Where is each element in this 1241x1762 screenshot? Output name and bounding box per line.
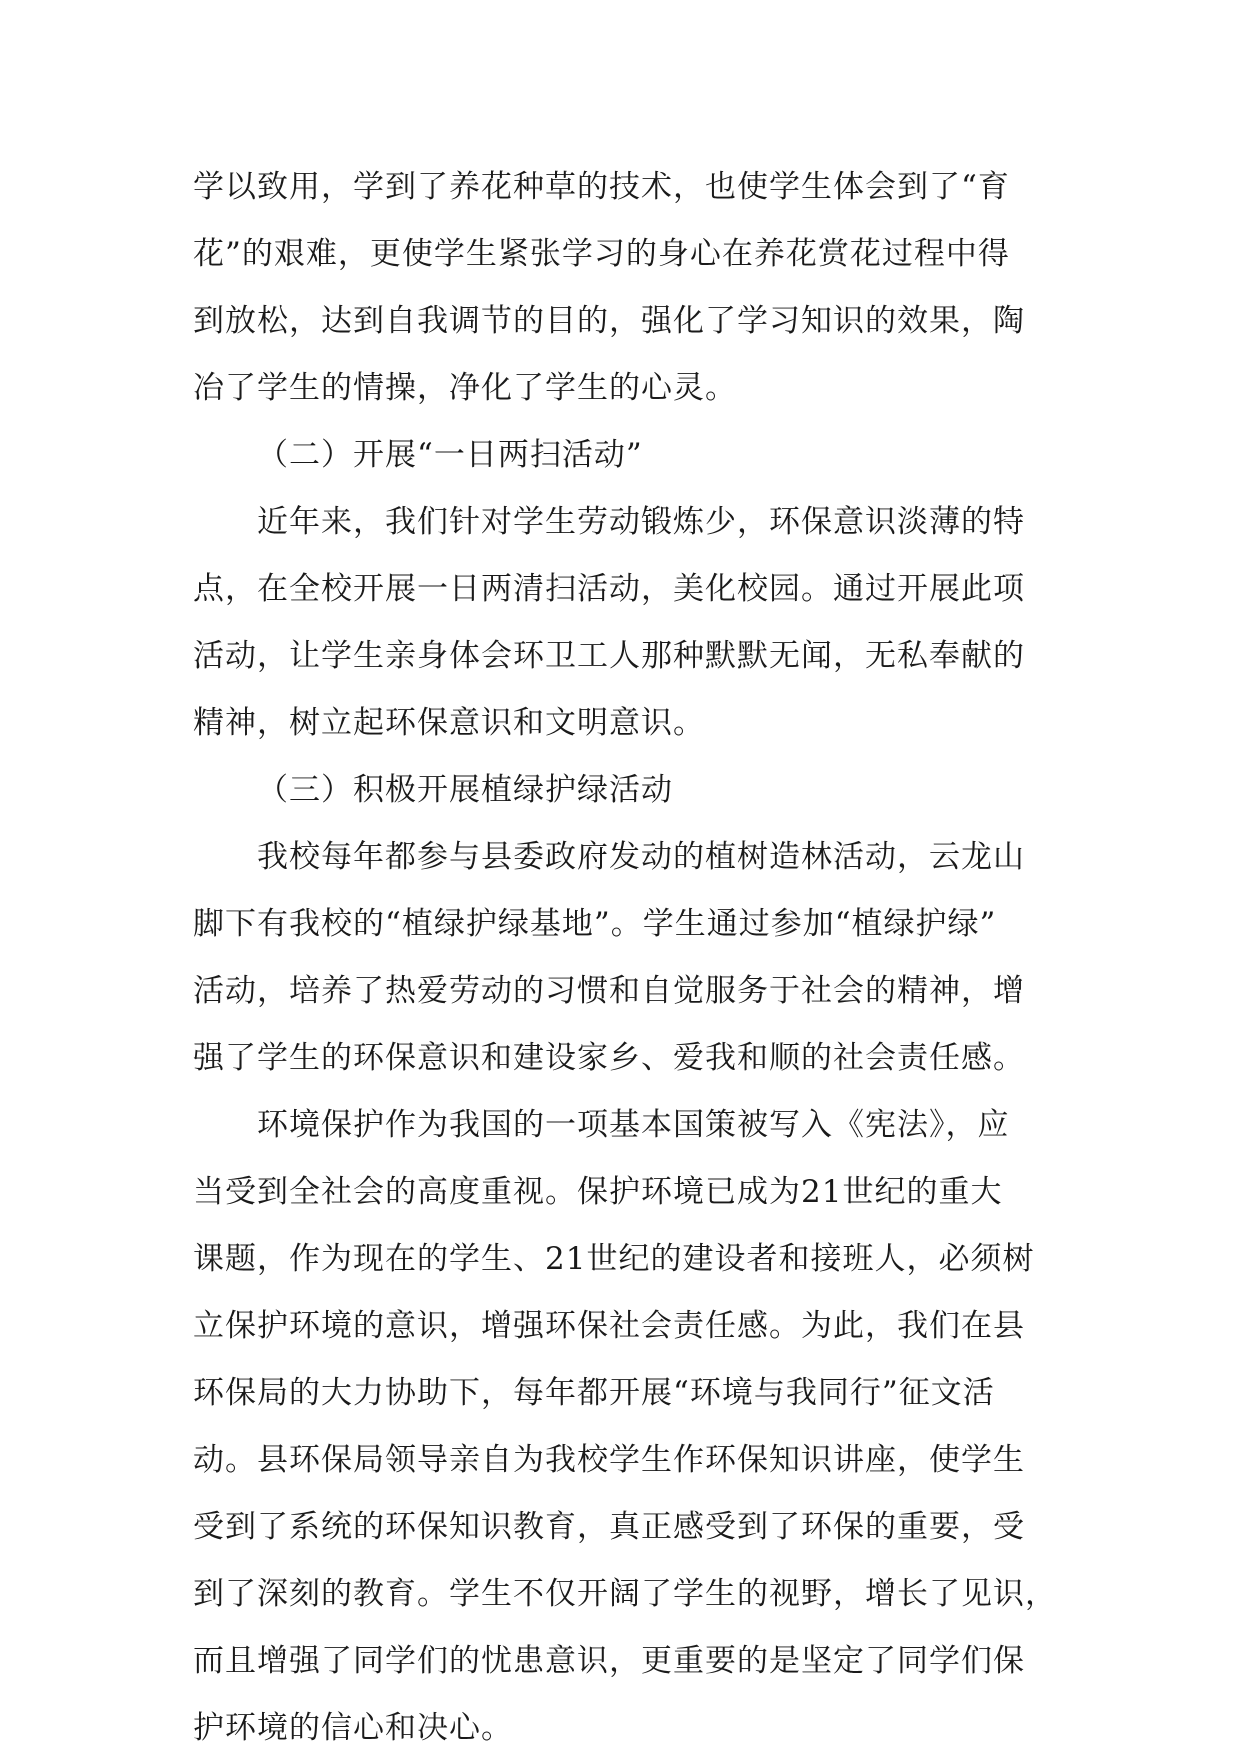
text-line: 点，在全校开展一日两清扫活动，美化校园。通过开展此项 (193, 571, 1025, 607)
document-body (193, 154, 1057, 1762)
text-line: （二）开展“一日两扫活动” (257, 437, 643, 473)
text-line: 受到了系统的环保知识教育，真正感受到了环保的重要，受 (193, 1509, 1025, 1545)
text-line: 近年来，我们针对学生劳动锻炼少，环保意识淡薄的特 (257, 504, 1025, 540)
text-line: 环境保护作为我国的一项基本国策被写入《宪法》，应 (257, 1107, 1010, 1143)
text-line: 精神，树立起环保意识和文明意识。 (193, 705, 705, 741)
text-line: 强了学生的环保意识和建设家乡、爱我和顺的社会责任感。 (193, 1040, 1025, 1076)
text-line: 到了深刻的教育。学生不仅开阔了学生的视野，增长了见识， (193, 1576, 1057, 1612)
text-line: 脚下有我校的“植绿护绿基地”。学生通过参加“植绿护绿” (193, 906, 997, 942)
text-line: 动。县环保局领导亲自为我校学生作环保知识讲座，使学生 (193, 1442, 1025, 1478)
text-line: 花”的艰难，更使学生紧张学习的身心在养花赏花过程中得 (193, 236, 1010, 272)
text-line: 立保护环境的意识，增强环保社会责任感。为此，我们在县 (193, 1308, 1025, 1344)
text-line: 活动，让学生亲身体会环卫工人那种默默无闻，无私奉献的 (193, 638, 1025, 674)
text-line: 活动，培养了热爱劳动的习惯和自觉服务于社会的精神，增 (193, 973, 1025, 1009)
text-line: 护环境的信心和决心。 (193, 1710, 513, 1746)
text-line: 到放松，达到自我调节的目的，强化了学习知识的效果，陶 (193, 303, 1025, 339)
text-line: 我校每年都参与县委政府发动的植树造林活动，云龙山 (257, 839, 1025, 875)
text-line: 当受到全社会的高度重视。保护环境已成为21世纪的重大 (193, 1174, 1003, 1210)
text-line: （三）积极开展植绿护绿活动 (257, 772, 673, 808)
text-line: 而且增强了同学们的忧患意识，更重要的是坚定了同学们保 (193, 1643, 1025, 1679)
text-line: 冶了学生的情操，净化了学生的心灵。 (193, 370, 737, 406)
text-line: 课题，作为现在的学生、21世纪的建设者和接班人，必须树 (193, 1241, 1035, 1277)
text-line: 学以致用，学到了养花种草的技术，也使学生体会到了“育 (193, 169, 1010, 205)
text-line: 环保局的大力协助下，每年都开展“环境与我同行”征文活 (193, 1375, 995, 1411)
